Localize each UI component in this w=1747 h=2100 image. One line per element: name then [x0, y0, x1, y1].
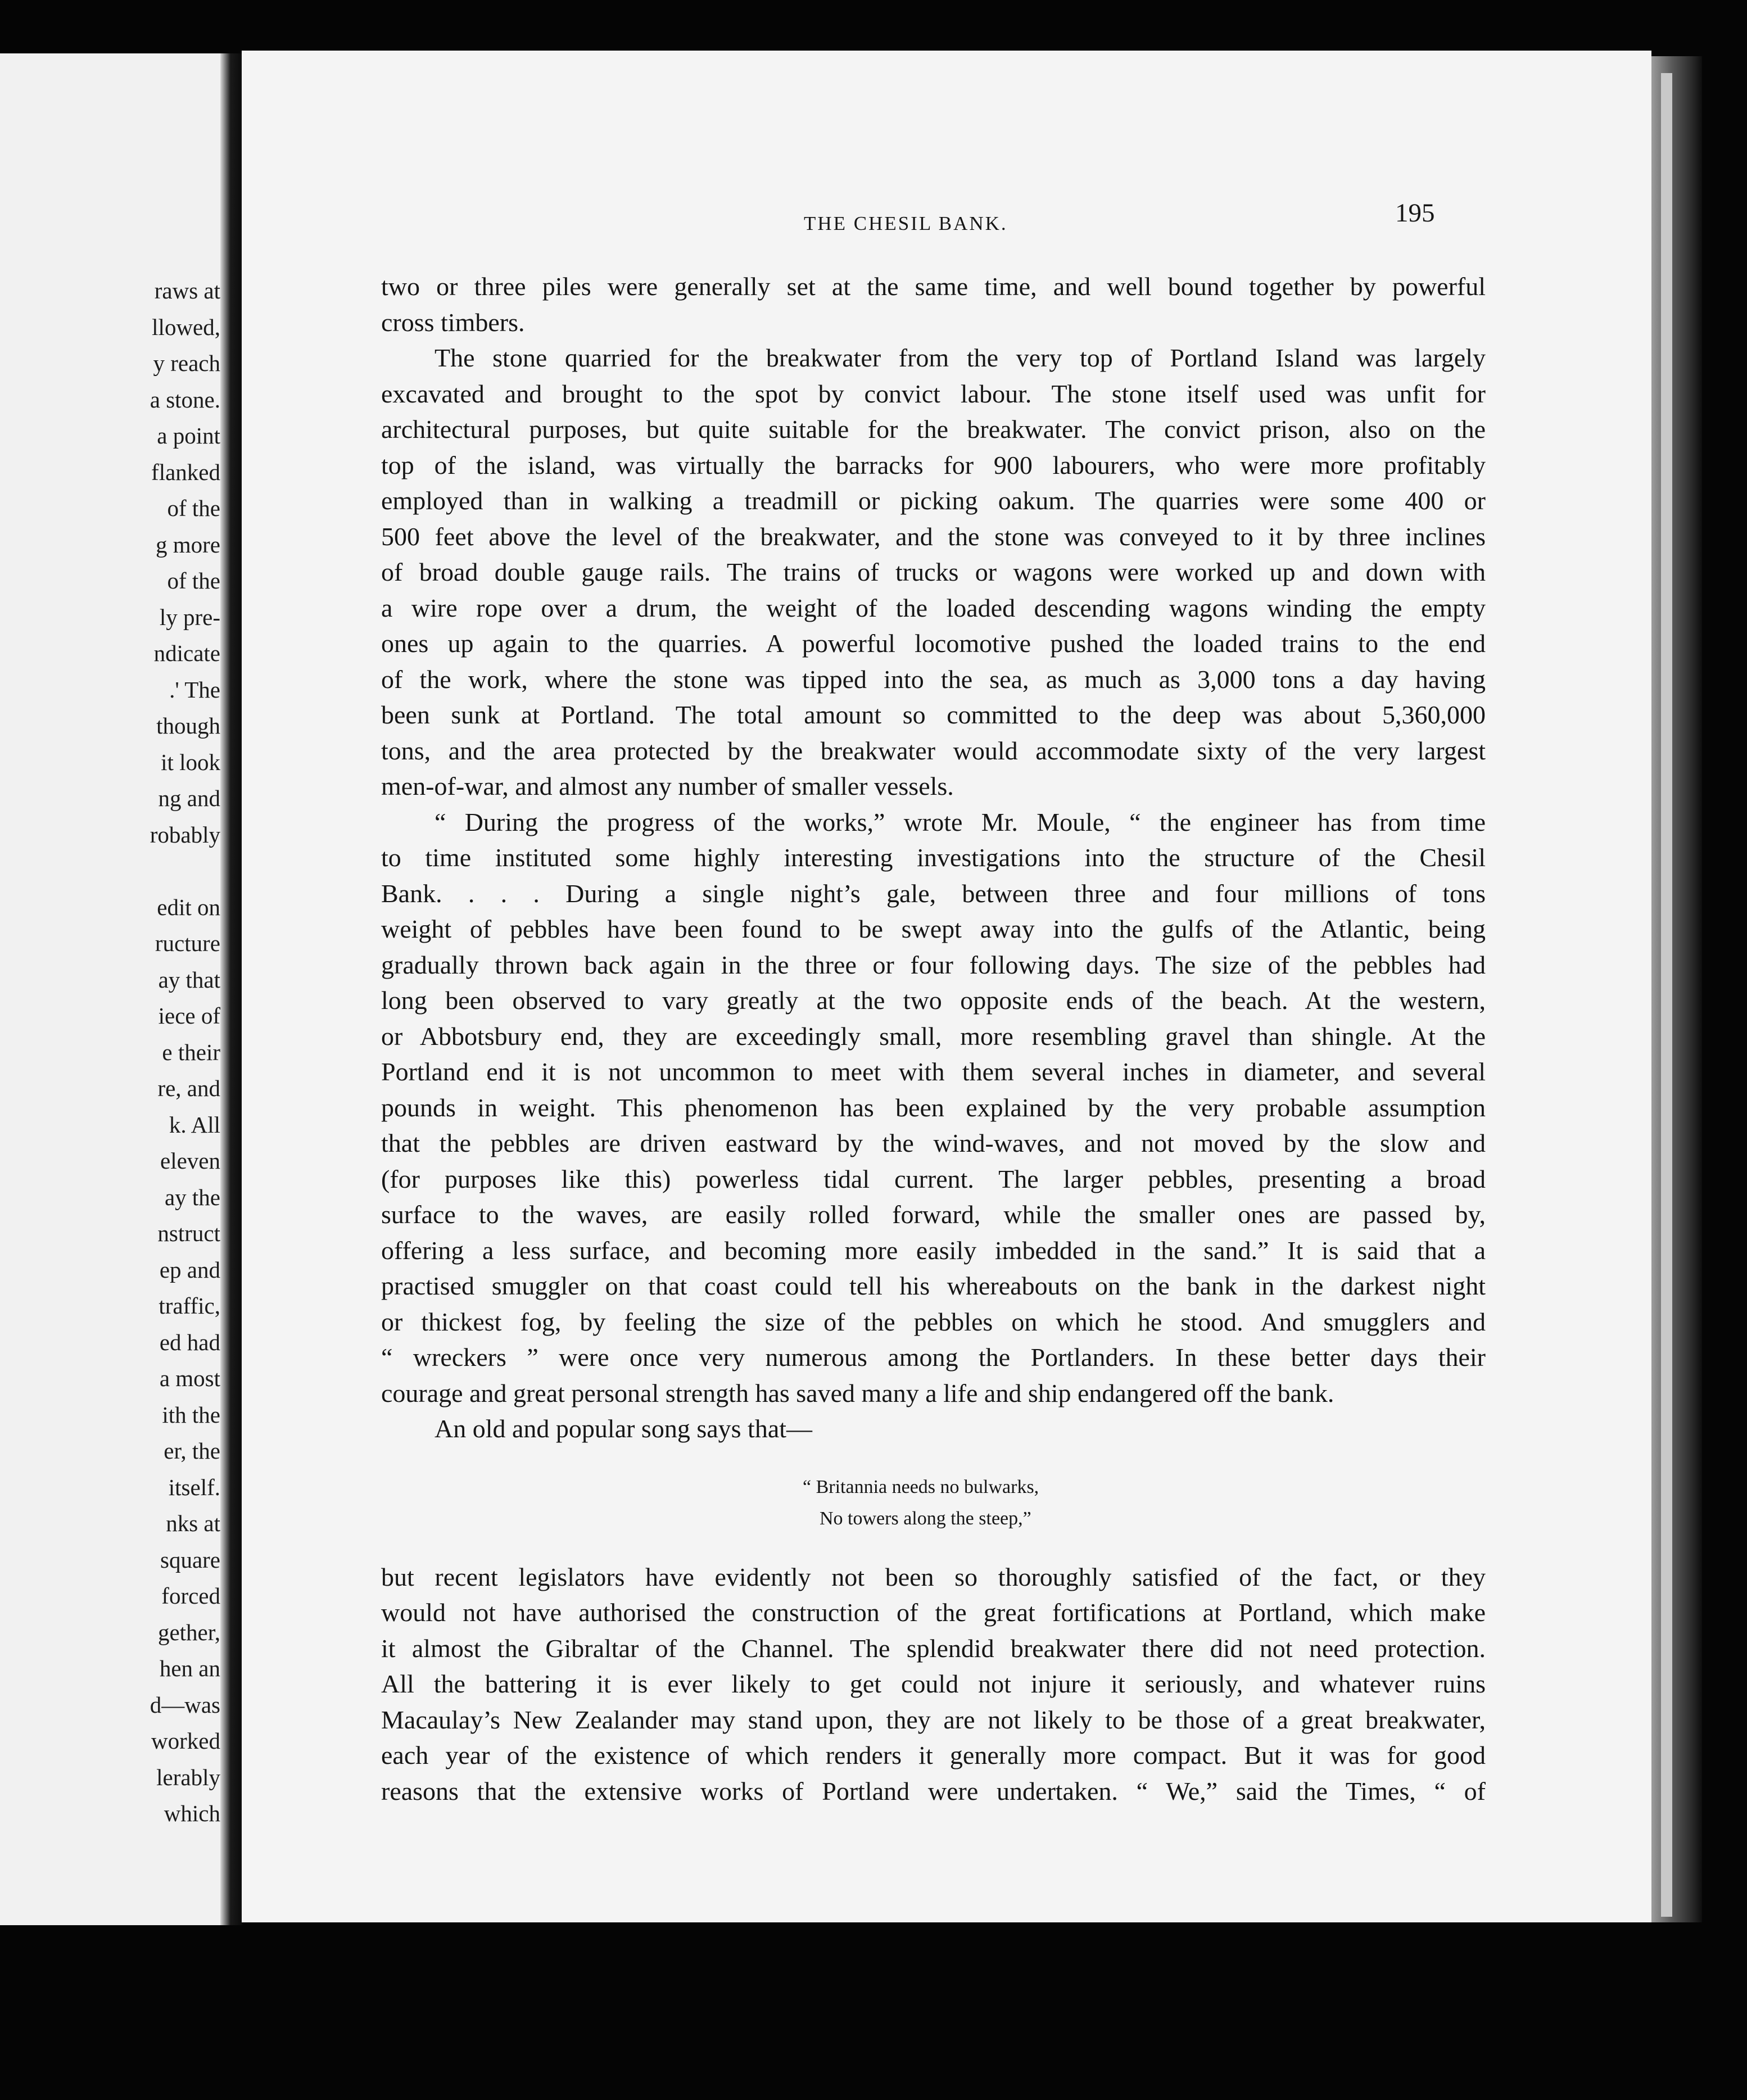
text-line: tons, and the area protected by the breakwater would accommodate sixty of the very largest — [381, 736, 1486, 765]
verse-spacer — [381, 1447, 1486, 1472]
text-line: top of the island, was virtually the barracks for 900 labourers, who were more profitably — [381, 450, 1486, 479]
page-edge-strip — [1661, 73, 1672, 1917]
left-page-line: k. All — [169, 1111, 220, 1138]
text-line: of the work, where the stone was tipped into the sea, as much as 3,000 tons a day having — [381, 664, 1486, 694]
left-page-line: worked — [151, 1728, 220, 1754]
text-line: “ wreckers ” were once very numerous among the Portlanders. In these better days their — [381, 1343, 1486, 1372]
page-number: 195 — [1395, 198, 1435, 228]
paragraph — [381, 340, 1486, 804]
text-line: Portland end it is not uncommon to meet with them several inches in diameter, and several — [381, 1057, 1486, 1086]
text-line: practised smuggler on that coast could tell his whereabouts on the bank in the darkest night — [381, 1271, 1486, 1300]
text-line: would not have authorised the construction of the great fortifications at Portland, which make — [381, 1598, 1486, 1627]
page-edge — [1651, 56, 1702, 1922]
text-line: or Abbotsbury end, they are exceedingly small, more resembling gravel than shingle. At the — [381, 1021, 1486, 1051]
verse-quote — [381, 1472, 1486, 1535]
left-page-line: a stone. — [150, 386, 220, 413]
left-page-line: ay that — [158, 966, 220, 993]
text-line: or thickest fog, by feeling the size of the pebbles on which he stood. And smugglers and — [381, 1307, 1486, 1336]
left-page-line: though — [156, 713, 220, 739]
left-page-line: nstruct — [157, 1220, 220, 1246]
left-page-line: eleven — [160, 1148, 220, 1174]
paragraph — [381, 804, 1486, 1411]
left-page-line: which — [164, 1800, 220, 1826]
left-page-line: robably — [150, 821, 220, 848]
closing-paragraph — [381, 1559, 1486, 1809]
text-line: men-of-war, and almost any number of smaller vessels. — [381, 772, 954, 800]
running-head: THE CHESIL BANK. — [804, 212, 1008, 234]
text-line: excavated and brought to the spot by convict labour. The stone itself used was unfit for — [381, 379, 1486, 408]
left-page-line: ith the — [162, 1401, 220, 1428]
left-page-line: ep and — [159, 1256, 220, 1283]
left-page-line: gether, — [157, 1619, 220, 1645]
left-page-line: edit on — [157, 894, 220, 920]
text-line: but recent legislators have evidently not been so thoroughly satisfied of the fact, or they — [381, 1562, 1486, 1591]
text-line: offering a less surface, and becoming more easily imbedded in the sand.” It is said that a — [381, 1235, 1486, 1265]
left-page-line: ed had — [159, 1329, 220, 1355]
left-page-line: iece of — [158, 1003, 220, 1029]
text-line: to time instituted some highly interesting investigations into the structure of the Chesil — [381, 843, 1486, 872]
text-line: cross timbers. — [381, 307, 525, 337]
verse-line: No towers along the steep,” — [820, 1508, 1031, 1529]
left-page-line: y reach — [153, 350, 220, 376]
text-line: 500 feet above the level of the breakwater, and the stone was conveyed to it by three inclines — [381, 522, 1486, 551]
left-page-line: flanked — [151, 459, 220, 485]
left-page-line: hen an — [159, 1655, 220, 1681]
left-facing-page — [0, 53, 225, 1925]
text-line: two or three piles were generally set at the same time, and well bound together by powerful — [381, 272, 1486, 301]
left-page-line: er, the — [164, 1438, 220, 1464]
text-line: Macaulay’s New Zealander may stand upon, they are not likely to be those of a great breakwater, — [381, 1705, 1486, 1734]
text-line: it almost the Gibraltar of the Channel. The splendid breakwater there did not need protection. — [381, 1633, 1486, 1663]
left-page-line: ng and — [158, 785, 220, 811]
left-page-line: re, and — [157, 1075, 220, 1101]
left-page-line: raws at — [154, 278, 220, 304]
spine-line — [238, 53, 241, 1925]
left-page-line: of the — [167, 495, 220, 521]
left-page-line: ly pre- — [159, 604, 220, 630]
text-line: surface to the waves, are easily rolled forward, while the smaller ones are passed by, — [381, 1200, 1486, 1229]
text-line: “ During the progress of the works,” wrote Mr. Moule, “ the engineer has from time — [435, 807, 1486, 836]
text-line: All the battering it is ever likely to get could not injure it seriously, and whatever ruins — [381, 1669, 1486, 1698]
left-page-line: itself. — [168, 1474, 220, 1500]
text-line: An old and popular song says that— — [435, 1414, 813, 1443]
left-page-line: ay the — [164, 1184, 220, 1210]
text-line: pounds in weight. This phenomenon has been explained by the very probable assumption — [381, 1093, 1486, 1122]
body-text — [381, 269, 1486, 1809]
left-page-line: it look — [161, 749, 220, 775]
text-line: ones up again to the quarries. A powerful locomotive pushed the loaded trains to the end — [381, 629, 1486, 658]
text-line: long been observed to vary greatly at the two opposite ends of the beach. At the western, — [381, 986, 1486, 1015]
left-page-line: .' The — [169, 676, 220, 703]
text-line: (for purposes like this) powerless tidal current. The larger pebbles, presenting a broad — [381, 1164, 1486, 1193]
text-line: been sunk at Portland. The total amount so committed to the deep was about 5,360,000 — [381, 700, 1486, 729]
left-page-line: of the — [167, 568, 220, 594]
left-page-line: traffic, — [159, 1293, 220, 1319]
text-line: The stone quarried for the breakwater from the very top of Portland Island was largely — [435, 343, 1486, 372]
text-line: a wire rope over a drum, the weight of the loaded descending wagons winding the empty — [381, 593, 1486, 622]
paragraph — [381, 1411, 1486, 1447]
left-page-line: e their — [162, 1039, 220, 1065]
left-page-line: lerably — [156, 1764, 220, 1790]
left-page-line: d—was — [150, 1691, 220, 1718]
left-page-line: forced — [161, 1583, 220, 1609]
left-page-line: g more — [156, 531, 220, 558]
text-line: weight of pebbles have been found to be swept away into the gulfs of the Atlantic, being — [381, 915, 1486, 943]
text-line: of broad double gauge rails. The trains of trucks or wagons were worked up and down with — [381, 558, 1486, 586]
left-page-text — [0, 273, 225, 1832]
text-line: each year of the existence of which renders it generally more compact. But it was for good — [381, 1741, 1486, 1769]
left-page-line — [0, 853, 225, 889]
text-line: employed than in walking a treadmill or picking oakum. The quarries were some 400 or — [381, 486, 1486, 515]
left-page-line: a point — [157, 423, 220, 449]
text-line: that the pebbles are driven eastward by the wind-waves, and not moved by the slow and — [381, 1129, 1486, 1157]
text-line: courage and great personal strength has saved many a life and ship endangered off the bank. — [381, 1378, 1334, 1407]
text-line: gradually thrown back again in the three or four following days. The size of the pebbles had — [381, 950, 1486, 979]
left-page-line: square — [160, 1546, 220, 1573]
text-line: architectural purposes, but quite suitable for the breakwater. The convict prison, also on the — [381, 415, 1486, 443]
text-line: Bank. . . . During a single night’s gale, between three and four millions of tons — [381, 879, 1486, 908]
verse-line: “ Britannia needs no bulwarks, — [803, 1476, 1039, 1497]
left-page-line: ructure — [155, 930, 220, 956]
left-page-line: llowed, — [152, 314, 220, 340]
text-line: reasons that the extensive works of Portland were undertaken. “ We,” said the Times, “ of — [381, 1776, 1486, 1805]
left-page-line: nks at — [166, 1510, 220, 1536]
left-page-line: ndicate — [153, 640, 220, 666]
verse-spacer — [381, 1535, 1486, 1559]
paragraph — [381, 269, 1486, 340]
left-page-line: a most — [159, 1365, 220, 1391]
